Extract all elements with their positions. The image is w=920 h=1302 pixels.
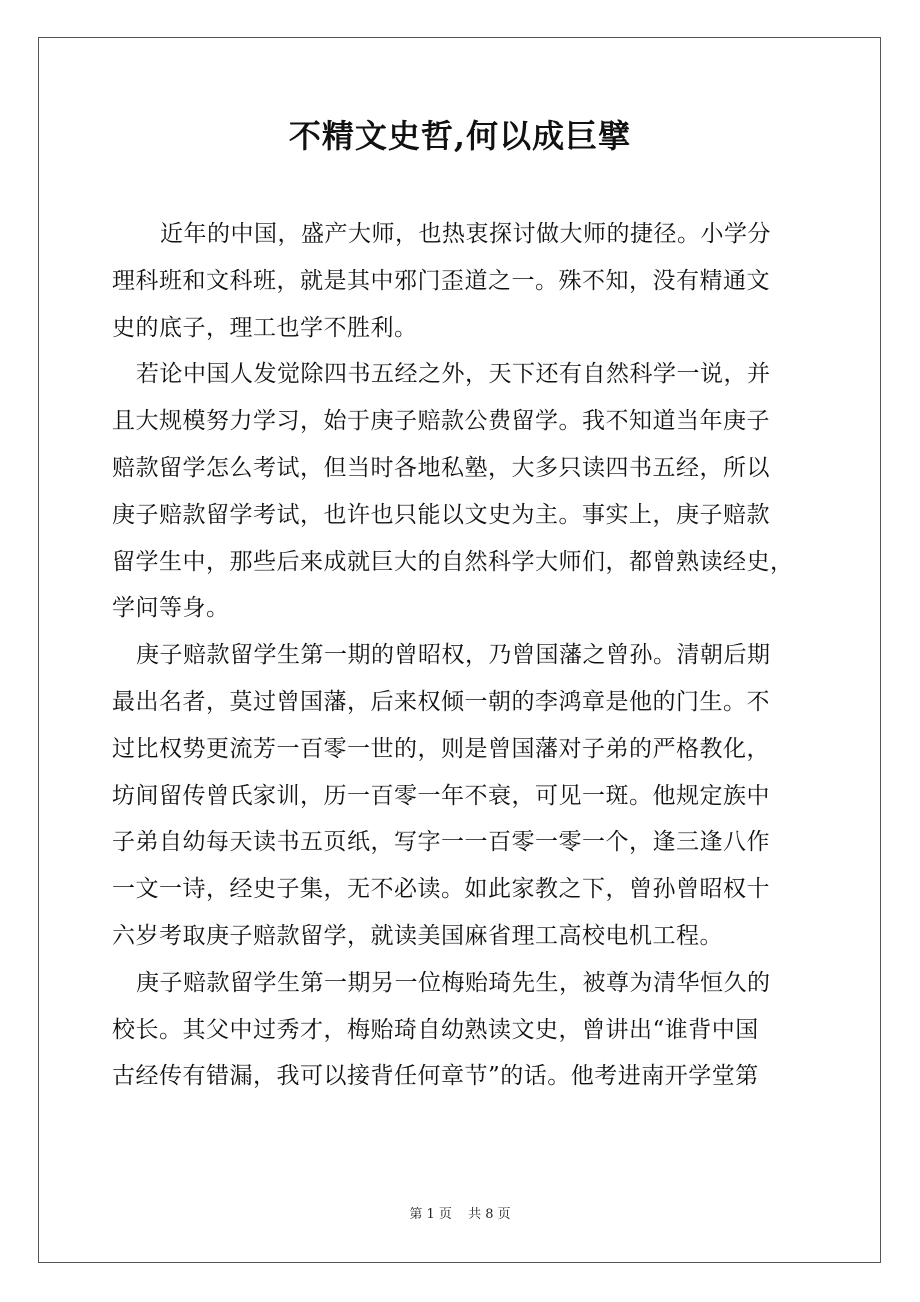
text-line: 坊间留传曾氏家训，历一百零一年不衰，可见一斑。他规定族中 xyxy=(112,782,770,809)
article-body xyxy=(112,211,812,1100)
text-line: 理科班和文科班，就是其中邪门歪道之一。殊不知，没有精通文 xyxy=(112,267,770,294)
text-line: 学问等身。 xyxy=(112,595,230,622)
page-number: 第 1 页 xyxy=(409,1207,452,1222)
text-line: 庚子赔款留学考试，也许也只能以文史为主。事实上，庚子赔款 xyxy=(112,501,770,528)
text-line: 古经传有错漏，我可以接背任何章节”的话。他考进南开学堂第 xyxy=(112,1063,759,1090)
page-footer xyxy=(0,1205,920,1225)
text-line: 留学生中，那些后来成就巨大的自然科学大师们，都曾熟读经史， xyxy=(112,548,794,575)
document-title: 不精文史哲,何以成巨擘 xyxy=(288,117,632,155)
text-line: 最出名者，莫过曾国藩，后来权倾一朝的李鸿章是他的门生。不 xyxy=(112,688,770,715)
text-line: 赔款留学怎么考试，但当时各地私塾，大多只读四书五经，所以 xyxy=(112,454,770,481)
text-line: 庚子赔款留学生第一期的曾昭权，乃曾国藩之曾孙。清朝后期 xyxy=(136,642,771,669)
text-line: 庚子赔款留学生第一期另一位梅贻琦先生，被尊为清华恒久的 xyxy=(136,969,771,996)
text-line: 近年的中国，盛产大师，也热衷探讨做大师的捷径。小学分 xyxy=(160,221,771,247)
text-line: 且大规模努力学习，始于庚子赔款公费留学。我不知道当年庚子 xyxy=(112,408,770,435)
text-line: 过比权势更流芳一百零一世的，则是曾国藩对子弟的严格教化， xyxy=(112,735,770,762)
text-line: 子弟自幼每天读书五页纸，写字一一百零一零一个，逢三逢八作 xyxy=(112,829,770,856)
text-line: 六岁考取庚子赔款留学，就读美国麻省理工高校电机工程。 xyxy=(112,922,723,949)
text-line: 校长。其父中过秀才，梅贻琦自幼熟读文史，曾讲出“谁背中国 xyxy=(112,1016,759,1043)
text-line: 一文一诗，经史子集，无不必读。如此家教之下，曾孙曾昭权十 xyxy=(112,876,770,903)
page-total: 共 8 页 xyxy=(468,1207,511,1222)
text-line: 史的底子，理工也学不胜利。 xyxy=(112,314,418,341)
text-line: 若论中国人发觉除四书五经之外，天下还有自然科学一说，并 xyxy=(136,361,771,388)
